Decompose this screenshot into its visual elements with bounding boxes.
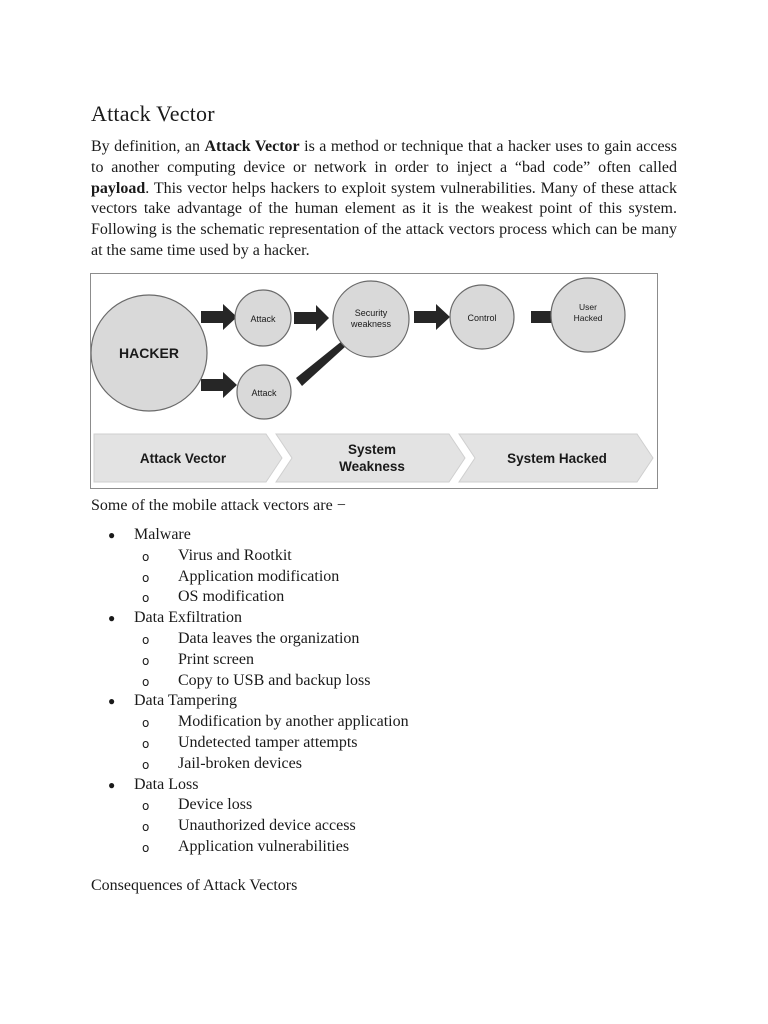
term-payload: payload [91, 179, 146, 197]
circle-bullet-icon: o [142, 820, 150, 835]
sub-list [134, 712, 409, 774]
sub-list-item [134, 587, 409, 608]
sub-list-item-label: Jail-broken devices [178, 754, 302, 772]
circle-bullet-icon: o [142, 757, 150, 772]
circle-bullet-icon: o [142, 653, 150, 668]
list-item-label: Malware [134, 526, 191, 543]
para-text-3: . This vector helps hackers to exploit system vulnerabilities. Many of these attack vectors take advantage of the human element as it is the weakest point of this system. Following is the schematic representation of the attack vectors process which can be many at the same time used by a hacker. [91, 179, 677, 259]
sub-list-item [134, 712, 409, 733]
para-text-1: By definition, an [91, 138, 205, 155]
sub-list-item [134, 795, 409, 816]
sub-list-item [134, 754, 409, 775]
sub-list-item-label: Undetected tamper attempts [178, 733, 358, 751]
list-item-data-exfiltration [91, 608, 409, 691]
page-title: Attack Vector [91, 101, 215, 126]
sub-list [134, 629, 409, 691]
sub-list-item [134, 816, 409, 837]
intro-paragraph [91, 137, 677, 262]
sub-list-item-label: Modification by another application [178, 713, 409, 731]
circle-bullet-icon: o [142, 632, 150, 647]
attack-label-1: Attack [250, 314, 276, 324]
sub-list-item [134, 567, 409, 588]
sub-list-item-label: Application modification [178, 567, 340, 585]
sub-list-item-label: Print screen [178, 650, 254, 668]
sub-list-item [134, 671, 409, 692]
hacker-label: HACKER [119, 345, 179, 361]
sub-list-item [134, 629, 409, 650]
circle-bullet-icon: o [142, 716, 150, 731]
sub-list-item-label: Virus and Rootkit [178, 546, 292, 564]
bullet-icon: ● [108, 694, 116, 709]
circle-bullet-icon: o [142, 570, 150, 585]
circle-bullet-icon: o [142, 591, 150, 606]
stage-label-system-weakness-1: System [347, 442, 397, 457]
sub-list-item-label: Application vulnerabilities [178, 837, 350, 855]
circle-bullet-icon: o [142, 674, 150, 689]
list-item-data-tampering [91, 691, 409, 774]
attack-vector-diagram [90, 273, 658, 489]
circle-bullet-icon: o [142, 549, 150, 564]
circle-bullet-icon: o [142, 799, 150, 814]
sub-list-item-label: Device loss [178, 796, 253, 814]
list-item-label: Data Tampering [134, 692, 237, 710]
stage-label-system-weakness-2: Weakness [339, 459, 405, 474]
sub-list-item-label: OS modification [178, 588, 285, 606]
bullet-icon: ● [108, 611, 116, 626]
diagram-svg [91, 274, 657, 488]
sub-list-item-label: Data leaves the organization [178, 629, 360, 647]
sub-list-item [134, 650, 409, 671]
sub-list [134, 795, 409, 857]
security-label-line2: weakness [350, 319, 392, 329]
arrow-hacker-to-attack1 [201, 304, 237, 330]
lead-text: Some of the mobile attack vectors are − [91, 497, 346, 514]
user-label-line1: User [579, 302, 597, 312]
sub-list-item [134, 837, 409, 858]
arrow-attack1-to-security [294, 305, 329, 331]
list-item-malware [91, 525, 409, 608]
para-text-2: is a method or technique that a hacker uses to gain access to another computing device or network in order to inject a “bad code” often called [91, 138, 678, 176]
sub-list-item-label: Unauthorized device access [178, 817, 356, 835]
list-item-data-loss [91, 775, 409, 858]
list-item-label: Data Exfiltration [134, 609, 242, 627]
bullet-icon: ● [108, 777, 116, 792]
sub-list-item [134, 733, 409, 754]
attack-label-2: Attack [251, 388, 277, 398]
list-item-label: Data Loss [134, 775, 199, 793]
arrow-hacker-to-attack2 [201, 372, 237, 398]
bullet-icon: ● [108, 528, 116, 542]
attack-vector-list [91, 525, 409, 858]
circle-bullet-icon: o [142, 840, 150, 855]
user-label-line2: Hacked [573, 313, 603, 323]
security-label-line1: Security [354, 308, 388, 318]
section-heading-consequences: Consequences of Attack Vectors [91, 877, 298, 894]
sub-list-item-label: Copy to USB and backup loss [178, 671, 371, 689]
stage-label-attack-vector: Attack Vector [139, 451, 227, 466]
stage-label-system-hacked: System Hacked [507, 451, 607, 466]
sub-list-item [134, 546, 409, 567]
sub-list [134, 546, 409, 608]
circle-bullet-icon: o [142, 736, 150, 751]
control-label: Control [467, 313, 497, 323]
term-attack-vector: Attack Vector [204, 138, 300, 155]
arrow-security-to-control [414, 304, 450, 330]
